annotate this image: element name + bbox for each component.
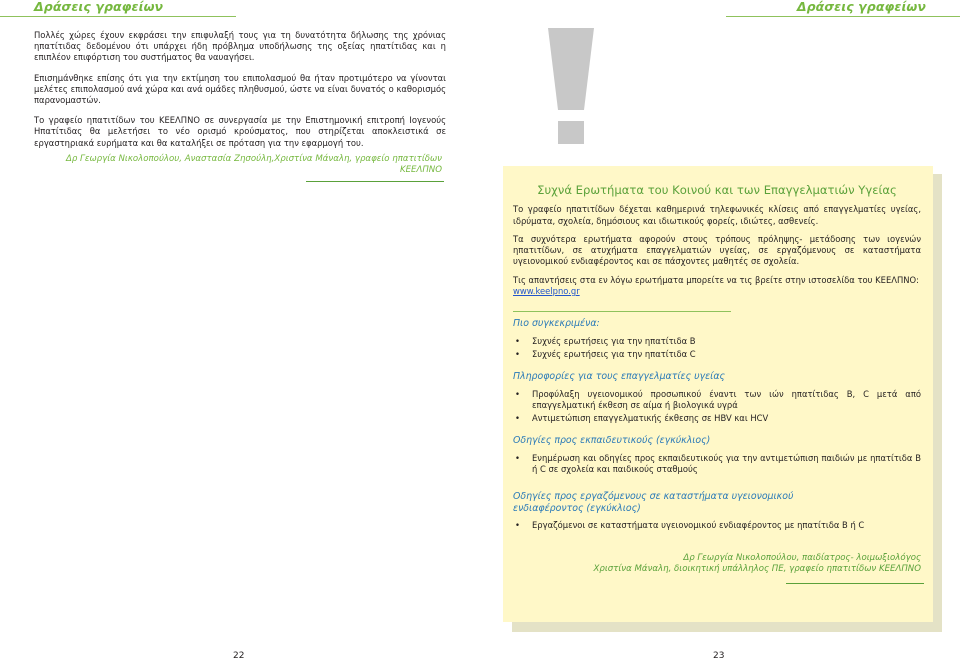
section-heading-workers: Οδηγίες προς εργαζόμενους σε καταστήματα υγειονομικού ενδιαφέροντος (εγκύκλιος) [513, 491, 794, 514]
paragraph-2: Επισημάνθηκε επίσης ότι για την εκτίμηση του επιπολασμού θα ήταν προτιμότερο να γίνονται μελέτες επιπολασμού ανά χώρα και ανά ομάδες πληθυσμού, ώστε να είναι δυνατός ο καθορισμός παρανομαστών. [34, 72, 446, 106]
section-list-specific [513, 336, 921, 361]
right-section-title: Δράσεις γραφείων [796, 0, 926, 14]
list-item[interactable]: • Συχνές ερωτήσεις για την ηπατίτιδα C [513, 349, 921, 360]
section-list-teachers [513, 453, 921, 476]
page-number-right: 23 [713, 651, 725, 661]
list-item[interactable]: • Προφύλαξη υγειονομικού προσωπικού έναντι των ιών ηπατίτιδας Β, C μετά από επαγγελματική έκθεση σε αίμα ή βιολογικά υγρά [513, 389, 921, 412]
list-item[interactable]: • Εργαζόμενοι σε καταστήματα υγειονομικού ενδιαφέροντος με ηπατίτιδα Β ή C [513, 520, 921, 531]
left-author: Δρ Γεωργία Νικολοπούλου, Αναστασία Ζησούλη,Χριστίνα Μάναλη, γραφείο ηπατιτίδων ΚΕΕΛΠΝΟ [65, 154, 442, 176]
section-heading-teachers: Οδηγίες προς εκπαιδευτικούς (εγκύκλιος) [513, 435, 711, 447]
section-list-workers [513, 520, 921, 531]
left-column [34, 30, 446, 158]
author-line-2: Χριστίνα Μάναλη, διοικητική υπάλληλος ΠΕ, γραφείο ηπατιτίδων ΚΕΕΛΠΝΟ [593, 564, 921, 575]
exclamation-mark-icon [546, 28, 596, 144]
left-header-rule [0, 16, 236, 17]
right-authors [513, 553, 921, 575]
box-intro-2: Τα συχνότερα ερωτήματα αφορούν στους τρόπους πρόληψης- μετάδοσης των ιογενών ηπατιτίδων, σε ατυχήματα επαγγελματιών υγείας, σε εργαζόμενους σε καταστήματα υγειονομικού ενδιαφέροντος και σε πάσχοντες μαθητές σε σχολεία. [513, 233, 921, 267]
box-intro-1: Το γραφείο ηπατιτίδων δέχεται καθημερινά τηλεφωνικές κλίσεις από επαγγελματίες υγείας, ιδρύματα, σχολεία, δημόσιους και ιδιωτικούς φορείς, ιδιώτες, ασθενείς. [513, 204, 921, 226]
paragraph-3: Το γραφείο ηπατιτίδων του ΚΕΕΛΠΝΟ σε συνεργασία με την Επιστημονική επιτροπή Ιογενούς Ηπατίτιδας θα μελετήσει το νέο ορισμό κρούσματος, που στηρίζεται αποκλειστικά σε εργαστηριακά ευρήματα και θα καταλήξει σε πρόταση για την εφαρμογή του. [34, 115, 446, 148]
right-header-rule [726, 16, 960, 17]
page-number-left: 22 [233, 651, 245, 661]
list-item[interactable]: • Αντιμετώπιση επαγγελματικής έκθεσης σε HBV και HCV [513, 413, 921, 424]
left-author-underline [306, 181, 444, 182]
list-item[interactable]: • Συχνές ερωτήσεις για την ηπατίτιδα Β [513, 336, 921, 347]
section-heading-professionals: Πληροφορίες για τους επαγγελματίες υγείας [513, 371, 725, 383]
faq-info-box [503, 166, 933, 622]
right-author-underline [786, 583, 924, 584]
keelpno-link[interactable]: www.keelpno.gr [513, 286, 580, 297]
section-list-professionals [513, 389, 921, 425]
author-line-1: Δρ Γεωργία Νικολοπούλου, παιδίατρος- λοιμωξιολόγος [683, 553, 921, 564]
list-item[interactable]: • Ενημέρωση και οδηγίες προς εκπαιδευτικούς για την αντιμετώπιση παιδιών με ηπατίτιδα Β ή C σε σχολεία και παιδικούς σταθμούς [513, 453, 921, 476]
section-heading-specific: Πιο συγκεκριμένα: [513, 311, 731, 329]
paragraph-1: Πολλές χώρες έχουν εκφράσει την επιφυλαξή τους για τη δυνατότητα δήλωσης της χρόνιας ηπατίτιδας δεδομένου ότι υπάρχει ήδη πρόβλημα υποδήλωσης της οξείας ηπατίτιδας και η επιπλέον επιφόρτιση του συστήματος θα ναυαγήσει. [34, 30, 446, 63]
box-title: Συχνά Ερωτήματα του Κοινού και των Επαγγελματιών Υγείας [537, 183, 897, 197]
box-link-text: Τις απαντήσεις στα εν λόγω ερωτήματα μπορείτε να τις βρείτε στην ιστοσελίδα του ΚΕΕΛΠΝΟ: [513, 274, 919, 285]
left-section-title: Δράσεις γραφείων [34, 0, 164, 14]
